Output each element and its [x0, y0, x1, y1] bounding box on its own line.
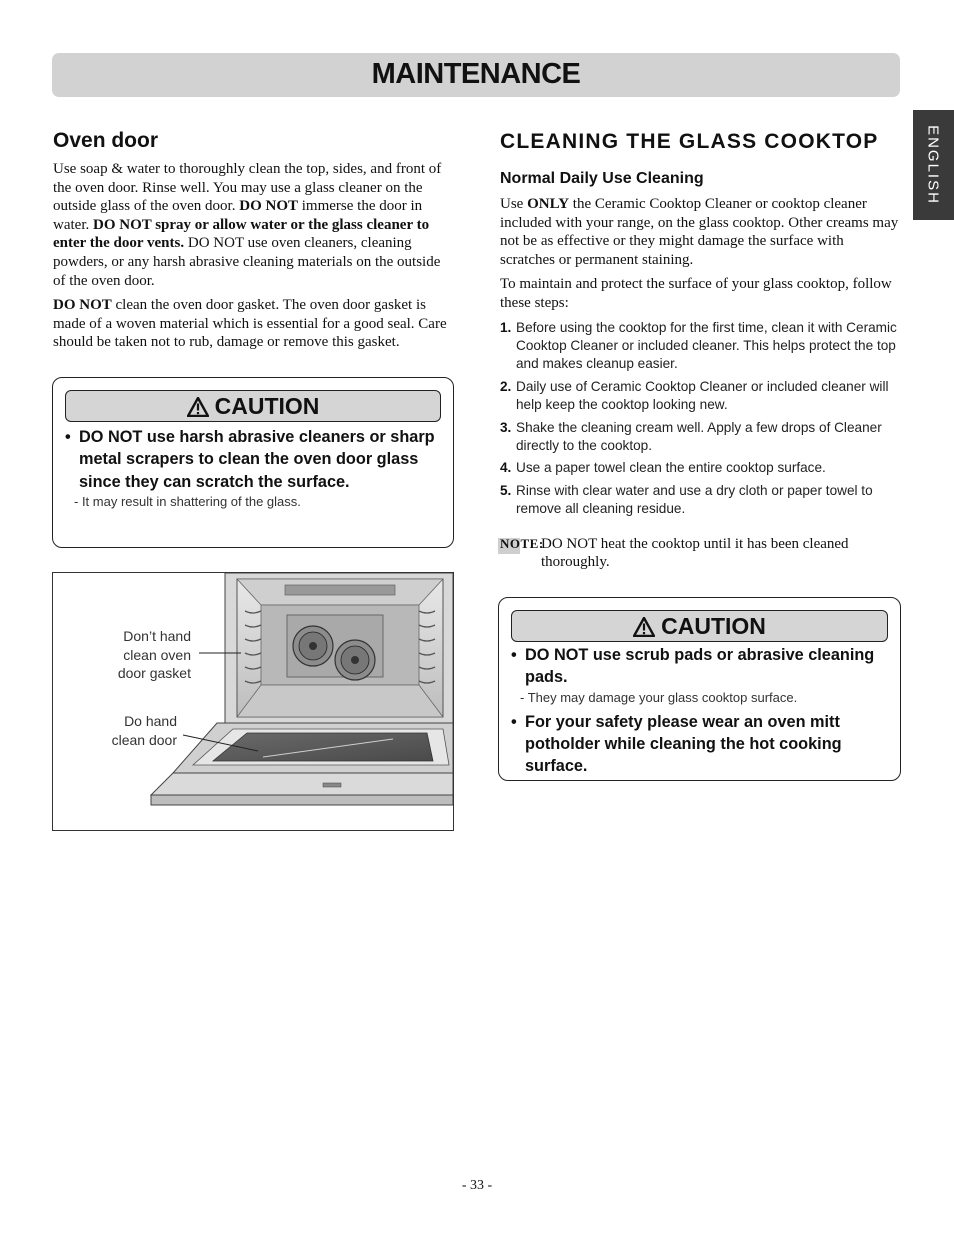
- list-item: 3. Shake the cleaning cream well. Apply a few drops of Cleaner directly to the cooktop.: [500, 419, 882, 453]
- warning-triangle-icon: [187, 397, 209, 417]
- caution-item-text: DO NOT use harsh abrasive cleaners or sharp metal scrapers to clean the oven door glass since they can scratch the surface.: [79, 428, 435, 491]
- caution-item: • DO NOT use harsh abrasive cleaners or sharp metal scrapers to clean the oven door glass since they can scratch the surface.: [65, 428, 435, 491]
- caution-item-subnote: - They may damage your glass cooktop surface.: [520, 689, 798, 705]
- list-item: 4. Use a paper towel clean the entire cooktop surface.: [500, 460, 826, 476]
- glass-cooktop-heading: CLEANING THE GLASS COOKTOP: [500, 130, 879, 153]
- oven-door-heading: Oven door: [53, 129, 159, 152]
- list-item: 5. Rinse with clear water and use a dry cloth or paper towel to remove all cleaning residue.: [500, 482, 873, 517]
- oven-interior-drawing: [53, 573, 453, 830]
- cooktop-caution-box: [498, 597, 901, 781]
- cooktop-paragraph-2: To maintain and protect the surface of your glass cooktop, follow these steps:: [500, 276, 892, 311]
- warning-triangle-icon: [633, 617, 655, 637]
- caution-item-text: DO NOT use scrub pads or abrasive cleaning pads.: [525, 646, 875, 687]
- oven-door-paragraph-1: Use soap & water to thoroughly clean the top, sides, and front of the oven door. Rinse well. You may use a glass cleaner on the outside glass of the oven door. DO NOT immerse the door in water. DO NOT spray or allow water or the glass cleaner to enter the door vents. DO NOT use oven cleaners, cleaning powders, or any harsh abrasive cleaning materials on the outside of the oven door.: [53, 161, 442, 289]
- note-badge: NOTE:: [500, 535, 544, 554]
- page-header: [52, 53, 900, 97]
- caution-item-text: For your safety please wear an oven mitt potholder while cleaning the hot cooking surface.: [525, 712, 842, 776]
- oven-door-paragraph-2: DO NOT clean the oven door gasket. The oven door gasket is made of a woven material which is essential for a good seal. Care should be taken not to rub, damage or remove this gasket.: [53, 297, 447, 351]
- note-block: [500, 535, 900, 572]
- door-callout-label: Do hand clean door: [111, 713, 177, 748]
- caution-header: [65, 390, 441, 422]
- caution-item: • For your safety please wear an oven mitt potholder while cleaning the hot cooking surface.: [511, 712, 842, 776]
- caution-label: CAUTION: [214, 393, 320, 419]
- oven-door-caution-box: [52, 377, 454, 548]
- glass-cooktop-section: [500, 128, 900, 572]
- gasket-callout-label: Don’t hand clean oven door gasket: [117, 628, 191, 681]
- note-text: DO NOT heat the cooktop until it has been cleaned thoroughly.: [541, 535, 849, 571]
- cleaning-steps-list: [500, 319, 900, 519]
- daily-cleaning-subheading: Normal Daily Use Cleaning: [500, 170, 704, 187]
- oven-door-section: [53, 128, 451, 358]
- caution-item-subnote: - It may result in shattering of the glass.: [74, 493, 301, 509]
- language-tab-label: ENGLISH: [924, 125, 942, 205]
- caution-header: [511, 610, 888, 642]
- language-tab: [913, 110, 954, 220]
- page-number: - 33 -: [461, 1178, 493, 1193]
- page-title: MAINTENANCE: [371, 58, 581, 90]
- caution-item: • DO NOT use scrub pads or abrasive cleaning pads.: [511, 646, 875, 687]
- list-item: 2. Daily use of Ceramic Cooktop Cleaner or included cleaner will help keep the cooktop looking new.: [500, 378, 889, 413]
- oven-door-illustration: [52, 572, 454, 831]
- cooktop-paragraph-1: Use ONLY the Ceramic Cooktop Cleaner or cooktop cleaner included with your range, on the glass cooktop. Other creams may not be as effective or they might damage the surface with scratches or permanent staining.: [500, 196, 899, 268]
- list-item: 1. Before using the cooktop for the first time, clean it with Ceramic Cooktop Cleaner or included cleaner. This helps protect the top and makes cleanup easier.: [500, 319, 897, 372]
- caution-label: CAUTION: [661, 613, 766, 639]
